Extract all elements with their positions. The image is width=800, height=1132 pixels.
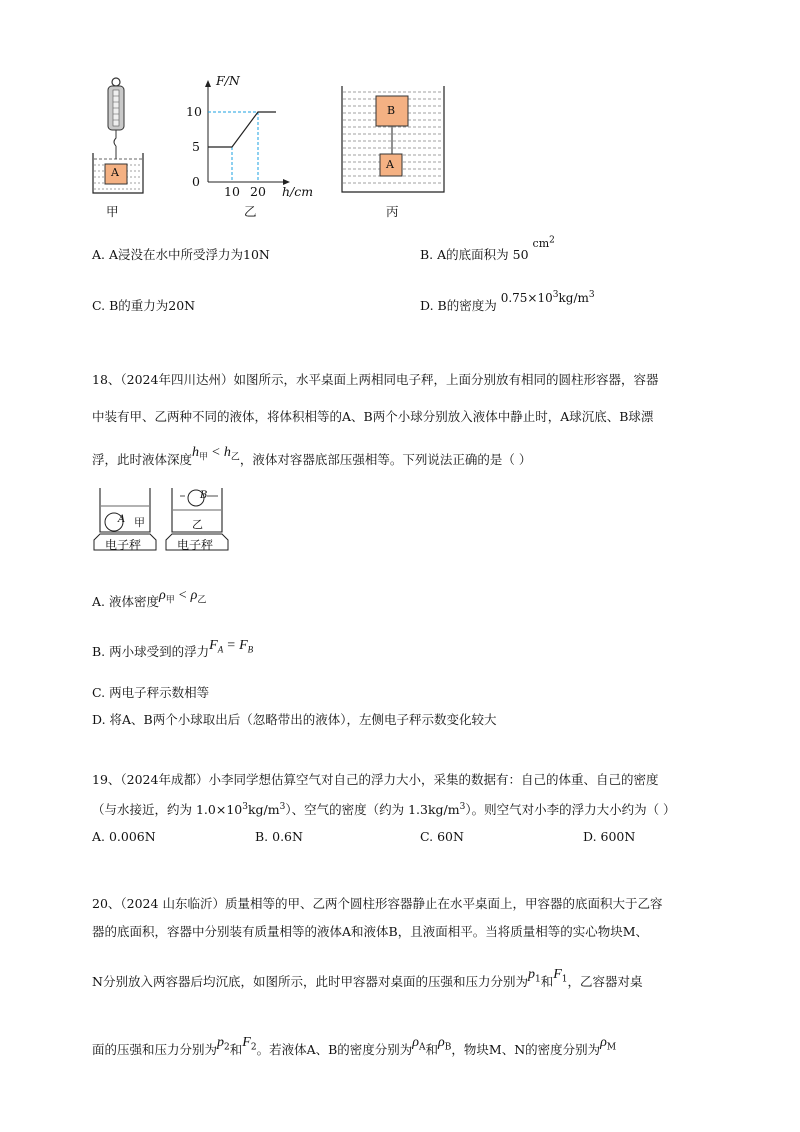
x-axis-label: h/cm [282, 184, 314, 199]
x-tick-20: 20 [250, 184, 266, 199]
q17-option-a: A. A浸没在水中所受浮力为10N [92, 247, 270, 262]
force-curve [208, 112, 276, 147]
ball-b-label: B [200, 490, 208, 501]
q19-option-b: B. 0.6N [255, 829, 303, 844]
two-block-diagram [340, 84, 448, 196]
q20-line-1: 20、（2024 山东临沂）质量相等的甲、乙两个圆柱形容器静止在水平桌面上，甲容器的底面积大于乙容 [92, 896, 663, 911]
q18-line-3: 浮，此时液体深度$h_甲 < h_乙$，液体对容器底部压强相等。下列说法正确的是（ ） [92, 445, 532, 467]
y-tick-10: 10 [186, 104, 202, 119]
spring-scale-diagram [88, 76, 148, 216]
q19-option-a: A. 0.006N [92, 829, 156, 844]
y-tick-0: 0 [192, 174, 200, 189]
caption-bing: 丙 [386, 204, 399, 219]
q18-option-c: C. 两电子秤示数相等 [92, 685, 210, 700]
q18-option-d: D. 将A、B两个小球取出后（忽略带出的液体），左侧电子秤示数变化较大 [92, 712, 497, 727]
q19-option-c: C. 60N [420, 829, 464, 844]
block-a-label: A [111, 166, 119, 179]
caption-jia: 甲 [106, 204, 119, 219]
q20-line-3: N分别放入两容器后均沉底，如图所示，此时甲容器对桌面的压强和压力分别为$p_1$和$F_1$，乙容器对桌 [92, 967, 643, 989]
figure-bing [340, 84, 448, 196]
caption-yi: 乙 [244, 204, 257, 219]
x-tick-10: 10 [224, 184, 240, 199]
liquid-jia-label: 甲 [134, 516, 145, 529]
q17-option-b: B. A的底面积为 50 $cm^2$ [420, 235, 555, 262]
figure-yi [186, 74, 326, 198]
ball-a-label: A [118, 514, 126, 525]
scale-left-label: 电子秤 [105, 538, 142, 552]
y-tick-5: 5 [192, 139, 200, 154]
q18-option-a: A. 液体密度$\rho_甲 < \rho_乙$ [92, 588, 207, 609]
q19-option-d: D. 600N [583, 829, 636, 844]
q18-line-2: 中装有甲、乙两种不同的液体，将体积相等的A、B两个小球分别放入液体中静止时，A球沉底、B球漂 [92, 409, 654, 424]
q20-line-2: 器的底面积，容器中分别装有质量相等的液体A和液体B，且液面相平。当将质量相等的实心物块M、 [92, 924, 649, 939]
block-b-label: B [387, 104, 396, 117]
q19-line-2: （与水接近，约为 $1.0\times 10^3kg/m^3$）、空气的密度（约为 $1.3kg/m^3$）。则空气对小李的浮力大小约为（ ） [92, 801, 676, 817]
q18-option-b: B. 两小球受到的浮力$F_A = F_B$ [92, 638, 254, 659]
q20-line-4: 面的压强和压力分别为$p_2$和$F_2$。若液体A、B的密度分别为$\rho_A$和$\rho_B$，物块M、N的密度分别为$\rho_M$ [92, 1035, 617, 1057]
q18-figure [92, 484, 242, 554]
figure-jia [88, 76, 148, 216]
q17-option-d: D. B的密度为 $0.75\times 10^3kg/m^3$ [420, 290, 595, 313]
q18-line-1: 18、（2024年四川达州）如图所示，水平桌面上两相同电子秤，上面分别放有相同的圆柱形容器，容器 [92, 372, 659, 387]
block-a-bing-label: A [386, 158, 394, 171]
q19-line-1: 19、（2024年成都）小李同学想估算空气对自己的浮力大小，采集的数据有：自己的体重、自己的密度 [92, 772, 659, 787]
scale-right-label: 电子秤 [177, 538, 214, 552]
liquid-yi-label: 乙 [192, 518, 203, 531]
q17-option-c: C. B的重力为20N [92, 298, 196, 313]
force-depth-graph [186, 74, 326, 198]
y-axis-label: F/N [216, 73, 240, 88]
